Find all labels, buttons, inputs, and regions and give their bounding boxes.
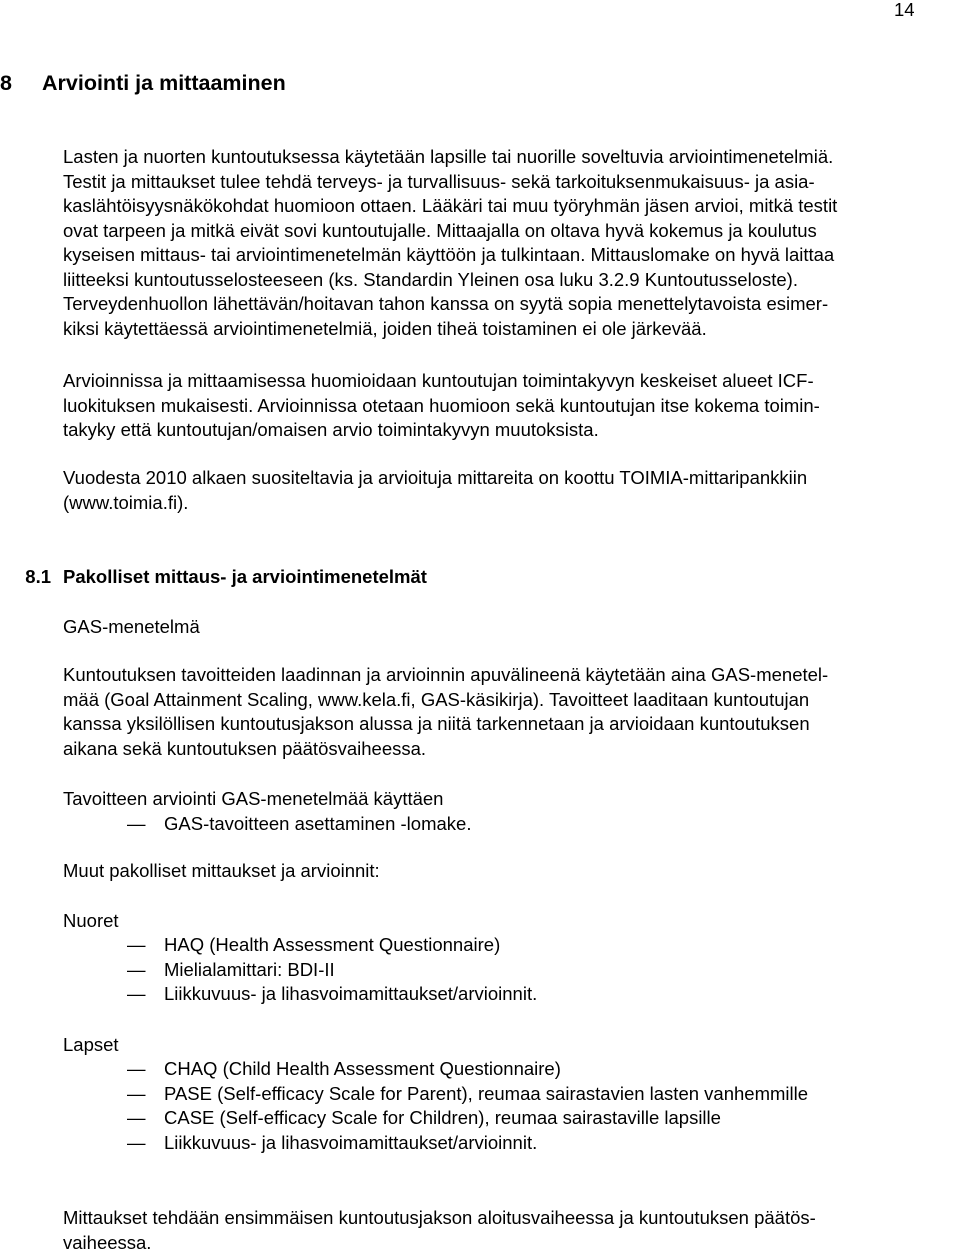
lapset-label: Lapset: [63, 1033, 960, 1058]
paragraph-line: kanssa yksilöllisen kuntoutusjakson alussa ja niitä tarkennetaan ja arvioidaan kuntoutuksen: [63, 712, 960, 737]
subsection-number: 8.1: [0, 565, 63, 590]
paragraph-intro: [63, 145, 960, 341]
subsection-title: Pakolliset mittaus- ja arviointimenetelmät: [63, 566, 427, 587]
dash-bullet: —: [127, 812, 163, 837]
paragraph-line: Lasten ja nuorten kuntoutuksessa käytetään lapsille tai nuorille soveltuvia arviointimenetelmiä.: [63, 145, 960, 170]
paragraph-line: kyseisen mittaus- tai arviointimenetelmän käyttöön ja tulkintaan. Mittauslomake on hyvä laittaa: [63, 243, 960, 268]
list-item-text: Liikkuvuus- ja lihasvoimamittaukset/arvioinnit.: [164, 1131, 537, 1156]
list-item: [127, 1106, 957, 1131]
paragraph-line: Testit ja mittaukset tulee tehdä terveys- ja turvallisuus- sekä tarkoituksenmukaisuus- ja asia-: [63, 170, 960, 195]
paragraph-line: ovat tarpeen ja mitkä eivät sovi kuntoutujalle. Mittaajalla on oltava hyvä kokemus ja koulutus: [63, 219, 960, 244]
nuoret-label: Nuoret: [63, 909, 960, 934]
list-item: [127, 1131, 957, 1156]
page-number: 14: [894, 0, 960, 23]
section-heading: [0, 71, 286, 96]
list-item-text: CHAQ (Child Health Assessment Questionnaire): [164, 1057, 561, 1082]
paragraph-line: Arvioinnissa ja mittaamisessa huomioidaan kuntoutujan toimintakyvyn keskeiset alueet ICF-: [63, 369, 960, 394]
gas-heading: GAS-menetelmä: [63, 615, 960, 640]
paragraph-line: mää (Goal Attainment Scaling, www.kela.fi, GAS-käsikirja). Tavoitteet laaditaan kuntoutujan: [63, 688, 960, 713]
paragraph-line: Kuntoutuksen tavoitteiden laadinnan ja arvioinnin apuvälineenä käytetään aina GAS-menetel-: [63, 663, 960, 688]
paragraph-line: Mittaukset tehdään ensimmäisen kuntoutusjakson aloitusvaiheessa ja kuntoutuksen päätös-: [63, 1206, 960, 1231]
list-item-text: Liikkuvuus- ja lihasvoimamittaukset/arvioinnit.: [164, 982, 537, 1007]
list-item: [127, 1057, 957, 1082]
other-heading: Muut pakolliset mittaukset ja arvioinnit:: [63, 859, 960, 884]
dash-bullet: —: [127, 1057, 163, 1082]
paragraph-line: Vuodesta 2010 alkaen suositeltavia ja arvioituja mittareita on koottu TOIMIA-mittaripankkiin: [63, 466, 960, 491]
list-item: [127, 812, 927, 837]
dash-bullet: —: [127, 1082, 163, 1107]
paragraph-line: (www.toimia.fi).: [63, 491, 960, 516]
gas-list: [127, 812, 927, 837]
paragraph-line: aikana sekä kuntoutuksen päätösvaiheessa.: [63, 737, 960, 762]
paragraph-line: liitteeksi kuntoutusselosteeseen (ks. Standardin Yleinen osa luku 3.2.9 Kuntoutusseloste).: [63, 268, 960, 293]
paragraph-toimia: [63, 466, 960, 515]
paragraph-line: kiksi käytettäessä arviointimenetelmiä, joiden tiheä toistaminen ei ole järkevää.: [63, 317, 960, 342]
section-title: Arviointi ja mittaaminen: [42, 71, 286, 95]
dash-bullet: —: [127, 958, 163, 983]
paragraph-line: Terveydenhuollon lähettävän/hoitavan tahon kanssa on syytä sopia menettelytavoista esimer-: [63, 292, 960, 317]
gas-intro: Tavoitteen arviointi GAS-menetelmää käyttäen: [63, 787, 960, 812]
section-number: 8: [0, 71, 42, 96]
list-item-text: HAQ (Health Assessment Questionnaire): [164, 933, 500, 958]
dash-bullet: —: [127, 1131, 163, 1156]
paragraph-icf: [63, 369, 960, 443]
paragraph-line: vaiheessa.: [63, 1231, 960, 1255]
list-item: [127, 982, 927, 1007]
paragraph-closing: [63, 1206, 960, 1255]
list-item: [127, 933, 927, 958]
nuoret-list: [127, 933, 927, 1007]
list-item-text: PASE (Self-efficacy Scale for Parent), reumaa sairastavien lasten vanhemmille: [164, 1082, 808, 1107]
dash-bullet: —: [127, 982, 163, 1007]
paragraph-line: takyky että kuntoutujan/omaisen arvio toimintakyvyn muutoksista.: [63, 418, 960, 443]
dash-bullet: —: [127, 1106, 163, 1131]
gas-paragraph: [63, 663, 960, 761]
list-item: [127, 1082, 957, 1107]
list-item-text: GAS-tavoitteen asettaminen -lomake.: [164, 812, 471, 837]
list-item-text: Mielialamittari: BDI-II: [164, 958, 335, 983]
paragraph-line: luokituksen mukaisesti. Arvioinnissa otetaan huomioon sekä kuntoutujan itse kokema toimin-: [63, 394, 960, 419]
lapset-list: [127, 1057, 957, 1155]
subsection-heading: [0, 565, 427, 590]
paragraph-line: kaslähtöisyysnäkökohdat huomioon ottaen. Lääkäri tai muu työryhmän jäsen arvioi, mitkä testit: [63, 194, 960, 219]
dash-bullet: —: [127, 933, 163, 958]
list-item: [127, 958, 927, 983]
list-item-text: CASE (Self-efficacy Scale for Children), reumaa sairastaville lapsille: [164, 1106, 721, 1131]
